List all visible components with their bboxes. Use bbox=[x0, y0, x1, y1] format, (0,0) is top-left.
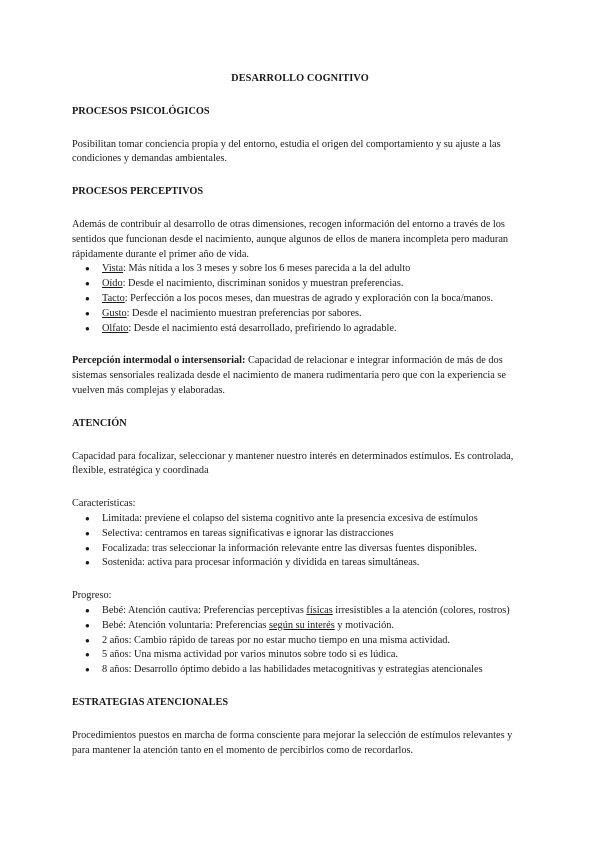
list-item-5-anos: ● 5 años: Una misma actividad por varios minutos sobre todo si es lúdica. bbox=[102, 648, 528, 663]
document-page bbox=[72, 64, 528, 776]
text-vista: : Más nítida a los 3 meses y sobre los 6 meses parecida a la del adulto bbox=[123, 263, 411, 275]
paragraph-percepcion-intermodal bbox=[72, 354, 528, 398]
text-cautiva-b: irresistibles a la atención (colores, rostros) bbox=[332, 604, 510, 616]
senses-list bbox=[72, 262, 528, 336]
term-vista: Vista bbox=[102, 263, 124, 275]
list-item-caracteristica: ● Focalizada: tras seleccionar la información relevante entre las diversas fuentes disponibles. bbox=[102, 542, 528, 557]
term-oido: Oído bbox=[102, 278, 123, 290]
label-progreso: Progreso: bbox=[72, 590, 112, 602]
list-item-2-anos: ● 2 años: Cambio rápido de tareas por no estar mucho tiempo en una misma actividad. bbox=[102, 634, 528, 649]
text-voluntaria-underlined: según su interés bbox=[268, 619, 335, 631]
heading-estrategias-atencionales: ESTRATEGIAS ATENCIONALES bbox=[72, 696, 229, 708]
list-item-atencion-cautiva bbox=[102, 604, 528, 619]
list-item-caracteristica: ● Sostenida: activa para procesar información y dividida en tareas simultáneas. bbox=[102, 556, 528, 571]
list-item-tacto bbox=[102, 292, 528, 307]
list-item-olfato bbox=[102, 322, 528, 337]
paragraph-estrategias-atencionales: Procedimientos puestos en marcha de forma consciente para mejorar la selección de estímulos relevantes y para mantener la atención tanto en el momento de percibirlos como de recordarlos. bbox=[72, 729, 513, 756]
text-olfato: : Desde el nacimiento está desarrollado, prefiriendo lo agradable. bbox=[128, 322, 397, 334]
list-item-caracteristica: ● Selectiva: centramos en tareas significativas e ignorar las distracciones bbox=[102, 527, 528, 542]
list-item-oido bbox=[102, 277, 528, 292]
text-percepcion-intermodal: Capacidad de relacionar e integrar información de más de dos sistemas sensoriales realizada desde el nacimiento de manera rudimentaria pero que con la experiencia se vuelven más complejas y elaboradas. bbox=[72, 355, 506, 396]
list-item-gusto bbox=[102, 307, 528, 322]
list-item-caracteristica: ● Limitada: previene el colapso del sistema cognitivo ante la presencia excesiva de estímulos bbox=[102, 512, 528, 527]
text-voluntaria-b: y motivación. bbox=[334, 619, 394, 631]
text-oido: : Desde el nacimiento, discriminan sonidos y muestran preferencias. bbox=[122, 278, 404, 290]
text-tacto: : Perfección a los pocos meses, dan muestras de agrado y exploración con la boca/manos. bbox=[124, 292, 494, 304]
progreso-list bbox=[72, 604, 528, 678]
text-gusto: : Desde el nacimiento muestran preferencias por sabores. bbox=[126, 307, 362, 319]
term-percepcion-intermodal: Percepción intermodal o intersensorial: bbox=[72, 355, 246, 367]
list-item-atencion-voluntaria bbox=[102, 619, 528, 634]
text-cautiva-a: Bebé: Atención cautiva: Preferencias perceptivas bbox=[102, 604, 307, 616]
heading-procesos-psicologicos: PROCESOS PSICOLÓGICOS bbox=[72, 105, 210, 117]
list-item-8-anos: ● 8 años: Desarrollo óptimo debido a las habilidades metacognitivas y estrategias atencionales bbox=[102, 663, 528, 678]
heading-atencion: ATENCIÓN bbox=[72, 417, 127, 429]
paragraph-procesos-psicologicos: Posibilitan tomar conciencia propia y del entorno, estudia el origen del comportamiento y su ajuste a las condiciones y demandas ambientales. bbox=[72, 138, 501, 165]
term-tacto: Tacto bbox=[102, 292, 125, 304]
caracteristicas-list bbox=[72, 512, 528, 571]
paragraph-procesos-perceptivos: Además de contribuir al desarrollo de otras dimensiones, recogen información del entorno a través de los sentidos que funcionan desde el nacimiento, aunque algunos de ellos de manera incompleta pero maduran rápidamente durante el primer año de vida. bbox=[72, 218, 509, 260]
text-voluntaria-a: Bebé: Atención voluntaria: Preferencias bbox=[102, 619, 269, 631]
document-title: DESARROLLO COGNITIVO bbox=[231, 73, 369, 84]
paragraph-atencion: Capacidad para focalizar, seleccionar y mantener nuestro interés en determinados estímulos. Es controlada, flexible, estratégica y coordinada bbox=[72, 450, 514, 477]
heading-procesos-perceptivos: PROCESOS PERCEPTIVOS bbox=[72, 186, 204, 198]
text-cautiva-underlined: físicas bbox=[306, 604, 333, 616]
term-olfato: Olfato bbox=[102, 322, 129, 334]
term-gusto: Gusto bbox=[102, 307, 127, 319]
list-item-vista bbox=[102, 262, 528, 277]
label-caracteristicas: Características: bbox=[72, 498, 136, 510]
